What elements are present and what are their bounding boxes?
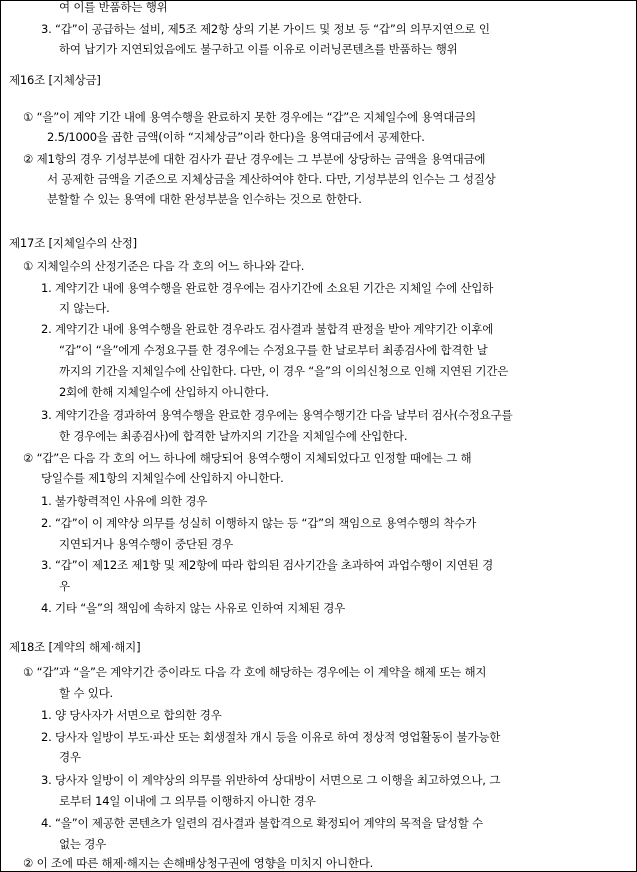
text-line: 우 (59, 579, 70, 593)
text-line: 당일수를 제1항의 지체일수에 산입하지 아니한다. (41, 471, 284, 485)
article-heading: 제16조 [지체상금] (9, 73, 101, 87)
text-line: ① 지체일수의 산정기준은 다음 각 호의 어느 하나와 같다. (23, 259, 305, 273)
text-line: 2. “갑”이 이 계약상 의무를 성실히 이행하지 않는 등 “갑”의 책임으로 용역수행의 착수가 (41, 516, 477, 530)
text-line: 경우 (59, 750, 81, 764)
text-line: 1. 양 당사자가 서면으로 합의한 경우 (41, 708, 222, 722)
text-line: 4. “을”이 제공한 콘텐츠가 일련의 검사결과 불합격으로 확정되어 계약의 목적을 달성할 수 (41, 816, 483, 830)
text-line: 서 공제한 금액을 기준으로 지체상금을 계산하여야 한다. 다만, 기성부분의 인수는 그 성질상 (47, 172, 496, 186)
text-line: ② “갑”은 다음 각 호의 어느 하나에 해당되어 용역수행이 지체되었다고 인정할 때에는 그 해 (23, 451, 472, 465)
article-heading: 제18조 [계약의 해제·해지] (9, 640, 141, 654)
text-line: 까지의 기간을 지체일수에 산입한다. 다만, 이 경우 “을”의 이의신청으로 인해 지연된 기간은 (59, 364, 509, 378)
text-line: 3. 계약기간을 경과하여 용역수행을 완료한 경우에는 용역수행기간 다음 날부터 검사(수정요구를 (41, 408, 513, 422)
text-line: 한 경우에는 최종검사)에 합격한 날까지의 기간을 지체일수에 산입한다. (59, 429, 408, 443)
text-line: ① “을”이 계약 기간 내에 용역수행을 완료하지 못한 경우에는 “갑”은 지체일수에 용역대금의 (23, 110, 476, 124)
text-line: 2. 당사자 일방이 부도·파산 또는 회생절차 개시 등을 이유로 하여 정상적 영업활동이 불가능한 (41, 730, 501, 744)
text-line: 없는 경우 (59, 837, 107, 851)
text-line: ② 제1항의 경우 기성부분에 대한 검사가 끝난 경우에는 그 부분에 상당하는 금액을 용역대금에 (23, 152, 486, 166)
text-line: 1. 불가항력적인 사유에 의한 경우 (41, 494, 208, 508)
text-line: 여 이를 반품하는 행위 (59, 0, 168, 14)
text-line: 3. “갑”이 공급하는 설비, 제5조 제2항 상의 기본 가이드 및 정보 등 “갑”의 의무지연으로 인 (41, 22, 490, 36)
text-line: 분할할 수 있는 용역에 대한 완성부분을 인수하는 것으로 한한다. (47, 192, 362, 206)
text-line: 하여 납기가 지연되었음에도 불구하고 이를 이유로 이러닝콘텐츠를 반품하는 행위 (59, 42, 458, 56)
text-line: 4. 기타 “을”의 책임에 속하지 않는 사유로 인하여 지체된 경우 (41, 601, 346, 615)
text-line: 3. “갑”이 제12조 제1항 및 제2항에 따라 합의된 검사기간을 초과하여 과업수행이 지연된 경 (41, 558, 494, 572)
text-line: ① “갑”과 “을”은 계약기간 중이라도 다음 각 호에 해당하는 경우에는 이 계약을 해제 또는 해지 (23, 665, 487, 679)
text-line: 지연되거나 용역수행이 중단된 경우 (59, 537, 233, 551)
text-line: 로부터 14일 이내에 그 의무를 이행하지 아니한 경우 (59, 794, 316, 808)
text-line: 2회에 한해 지체일수에 산입하지 아니한다. (59, 385, 269, 399)
text-line: 3. 당사자 일방이 이 계약상의 의무를 위반하여 상대방이 서면으로 그 이행을 최고하였으나, 그 (41, 773, 501, 787)
text-line: 지 않는다. (59, 301, 110, 315)
text-line: 2. 계약기간 내에 용역수행을 완료한 경우라도 검사결과 불합격 판정을 받아 계약기간 이후에 (41, 322, 494, 336)
text-line: ② 이 조에 따른 해제·해지는 손해배상청구권에 영향을 미치지 아니한다. (23, 856, 374, 870)
text-line: “갑”이 “을”에게 수정요구를 한 경우에는 수정요구를 한 날로부터 최종검사에 합격한 날 (59, 343, 488, 357)
text-line: 할 수 있다. (59, 686, 114, 700)
text-line: 2.5/1000을 곱한 금액(이하 “지체상금”이라 한다)을 용역대금에서 공제한다. (47, 130, 425, 144)
text-line: 1. 계약기간 내에 용역수행을 완료한 경우에는 검사기간에 소요된 기간은 지체일 수에 산입하 (41, 281, 494, 295)
article-heading: 제17조 [지체일수의 산정] (9, 236, 137, 250)
